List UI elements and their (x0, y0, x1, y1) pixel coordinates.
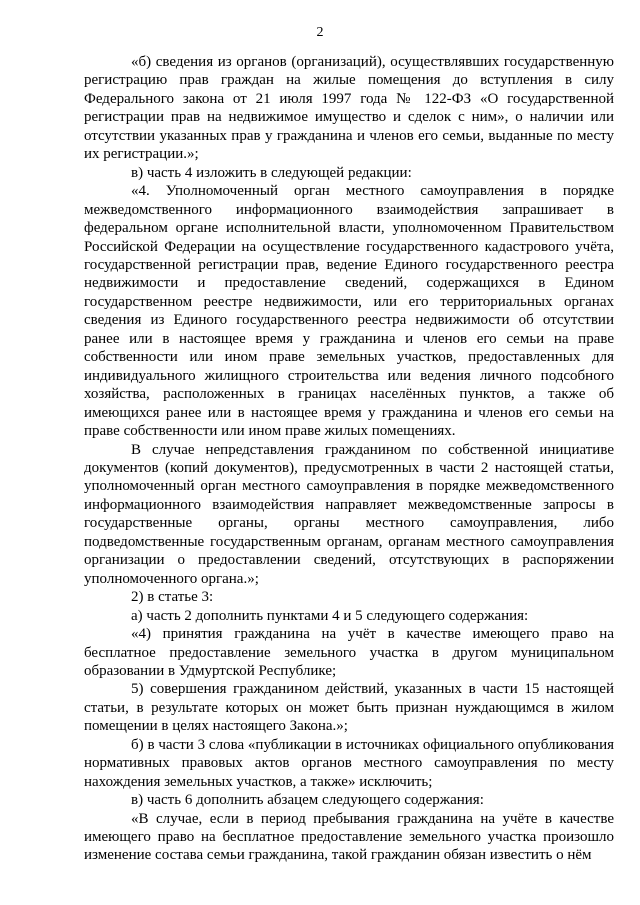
paragraph-item-v-part4: в) часть 4 изложить в следующей редакции: (131, 164, 412, 181)
paragraph-part4-text: «4. Уполномоченный орган местного самоуправления в порядке межведомственного информационного взаимодействия запрашивает в федеральном органе исполнительной власти, уполномоченном Правительством Российской Федерации на осуществление государственного кадастрового учёта, государственной регистрации прав, ведение Единого государственного реестра недвижимости и предоставление сведений, содержащихся в Едином государственном реестре недвижимости, или его территориальных органах сведения из Единого государственного реестра недвижимости об отсутствии ранее или в настоящее время у гражданина и членов его семьи на праве собственности или ином праве земельных участков, предоставленных для индивидуального жилищного строительства или ведения личного подсобного хозяйства, расположенных в границах населённых пунктов, а также об имеющихся ранее или в настоящее время у гражданина и членов его семьи на праве собственности или ином праве жилых помещениях. (84, 183, 614, 440)
document-body (84, 53, 614, 865)
paragraph-item-b-info: «б) сведения из органов (организаций), осуществлявших государственную регистрацию прав граждан на жилые помещения до вступления в силу Федерального закона от 21 июля 1997 года № 122-ФЗ «О государственной регистрации прав на недвижимое имущество и сделок с ним», о наличии или отсутствии указанных прав у гражданина и членов его семьи, выданные по месту их регистрации.»; (84, 54, 614, 163)
paragraph-part6-addition: «В случае, если в период пребывания гражданина на учёте в качестве имеющего право на бесплатное предоставление земельного участка произошло изменение состава семьи гражданина, такой гражданин обязан известить о нём (84, 810, 614, 864)
paragraph-item-b-part3: б) в части 3 слова «публикации в источниках официального опубликования нормативных правовых актов органов местного самоуправления по месту нахождения земельных участков, а также» исключить; (84, 736, 614, 790)
page-number: 2 (316, 25, 324, 40)
paragraph-item-a-part2: а) часть 2 дополнить пунктами 4 и 5 следующего содержания: (131, 607, 529, 624)
paragraph-item-2-article3: 2) в статье 3: (131, 589, 214, 606)
paragraph-part4-nonsubmission: В случае непредставления гражданином по собственной инициативе документов (копий документов), предусмотренных в части 2 настоящей статьи, уполномоченный орган местного самоуправления в порядке межведомственного информационного взаимодействия направляет межведомственные запросы в государственные органы, органы местного самоуправления, либо подведомственные государственным органам, органам местного самоуправления организации о предоставлении сведений, отсутствующих в распоряжении уполномоченного органа.»; (84, 441, 614, 587)
paragraph-item-v-part6: в) часть 6 дополнить абзацем следующего содержания: (131, 792, 484, 809)
paragraph-point-4: «4) принятия гражданина на учёт в качестве имеющего право на бесплатное предоставление земельного участка в другом муниципальном образовании в Удмуртской Республике; (84, 626, 614, 679)
paragraph-point-5: 5) совершения гражданином действий, указанных в части 15 настоящей статьи, в результате которых он может быть признан нуждающимся в жилом помещении в целях настоящего Закона.»; (84, 681, 614, 735)
